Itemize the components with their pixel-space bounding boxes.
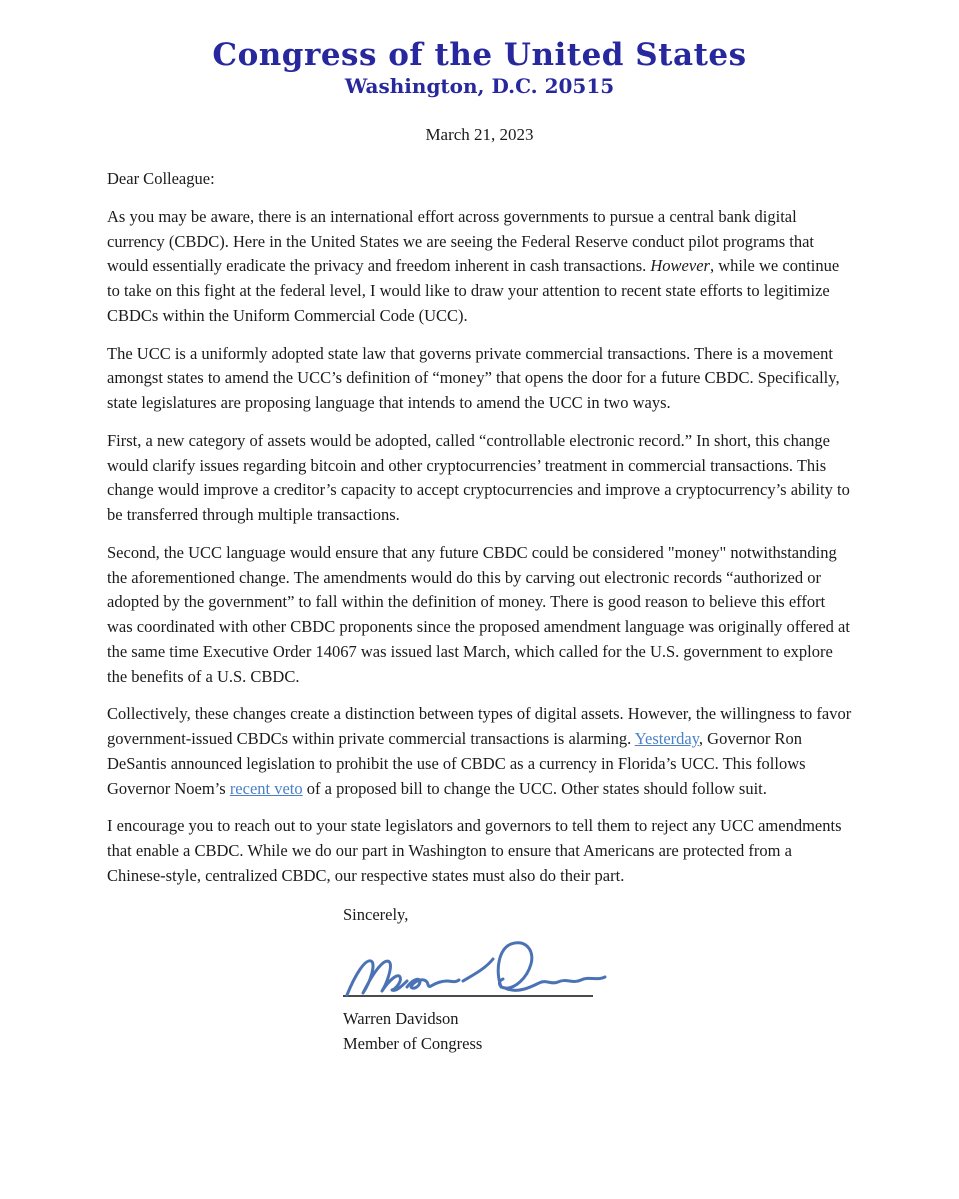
emphasized-text: However bbox=[650, 256, 710, 276]
valediction: Sincerely, bbox=[343, 904, 409, 924]
date-line: March 21, 2023 bbox=[425, 125, 534, 145]
signer-name: Warren Davidson bbox=[343, 1009, 459, 1029]
salutation: Dear Colleague: bbox=[107, 169, 215, 189]
paragraph-6 bbox=[107, 814, 852, 888]
body-text: First, a new category of assets would be adopted, called “controllable electronic record.” In short, this change would clarify issues regarding bitcoin and other cryptocurrencies’ treatment in commercial transactions. This change would improve a creditor’s capacity to accept cryptocurrencies and improve a cryptocurrency’s ability to be transferred through multiple transactions. bbox=[107, 430, 850, 525]
signature-block bbox=[343, 937, 613, 997]
closing-block bbox=[343, 903, 959, 1057]
paragraph-2 bbox=[107, 342, 852, 416]
recent-veto-link[interactable]: recent veto bbox=[229, 778, 303, 798]
body-text: Second, the UCC language would ensure that any future CBDC could be considered "money" notwithstanding the aforementioned change. The amendments would do this by carving out electronic records “authorized or adopted by the government” to fall within the definition of money. There is good reason to believe this effort was coordinated with other CBDC proponents since the proposed amendment language was originally offered at the same time Executive Order 14067 was issued last March, which called for the U.S. government to explore the benefits of a U.S. CBDC. bbox=[107, 542, 850, 686]
paragraphs-container bbox=[107, 205, 852, 889]
paragraph-4 bbox=[107, 541, 852, 690]
body-text: The UCC is a uniformly adopted state law that governs private commercial transactions. There is a movement amongst states to amend the UCC’s definition of “money” that opens the door for a future CBDC. Specifically, state legislatures are proposing language that intends to amend the UCC in two ways. bbox=[107, 343, 840, 413]
paragraph-5 bbox=[107, 702, 852, 801]
signature-rule bbox=[343, 995, 593, 997]
letter-body bbox=[107, 167, 852, 889]
body-text: Collectively, these changes create a distinction between types of digital assets. However, the willingness to favor government-issued CBDCs within private commercial transactions is alarming. bbox=[107, 704, 852, 749]
letterhead bbox=[0, 0, 959, 99]
paragraph-1 bbox=[107, 205, 852, 329]
yesterday-link[interactable]: Yesterday bbox=[634, 729, 699, 749]
body-text: , while we continue to take on this fight at the federal level, I would like to draw your attention to recent state efforts to legitimize CBDCs within the Uniform Commercial Code (UCC). bbox=[107, 256, 840, 325]
letterhead-address: Washington, D.C. 20515 bbox=[344, 74, 615, 99]
body-text: As you may be aware, there is an international effort across governments to pursue a central bank digital currency (CBDC). Here in the United States we are seeing the Federal Reserve conduct pilot programs that would essentially eradicate the privacy and freedom inherent in cash transactions. bbox=[107, 206, 814, 276]
paragraph-3 bbox=[107, 429, 852, 528]
letterhead-organization: Congress of the United States bbox=[212, 37, 747, 73]
signer-title: Member of Congress bbox=[343, 1034, 483, 1054]
body-text: I encourage you to reach out to your state legislators and governors to tell them to reject any UCC amendments that enable a CBDC. While we do our part in Washington to ensure that Americans are protected from a Chinese-style, centralized CBDC, our respective states must also do their part. bbox=[107, 816, 842, 885]
body-text: of a proposed bill to change the UCC. Other states should follow suit. bbox=[302, 778, 767, 798]
body-text: , Governor Ron DeSantis announced legislation to prohibit the use of CBDC as a currency in Florida’s UCC. This follows Governor Noem’s bbox=[107, 729, 806, 798]
signature-image bbox=[343, 937, 613, 1001]
signer-identity bbox=[343, 1007, 959, 1057]
